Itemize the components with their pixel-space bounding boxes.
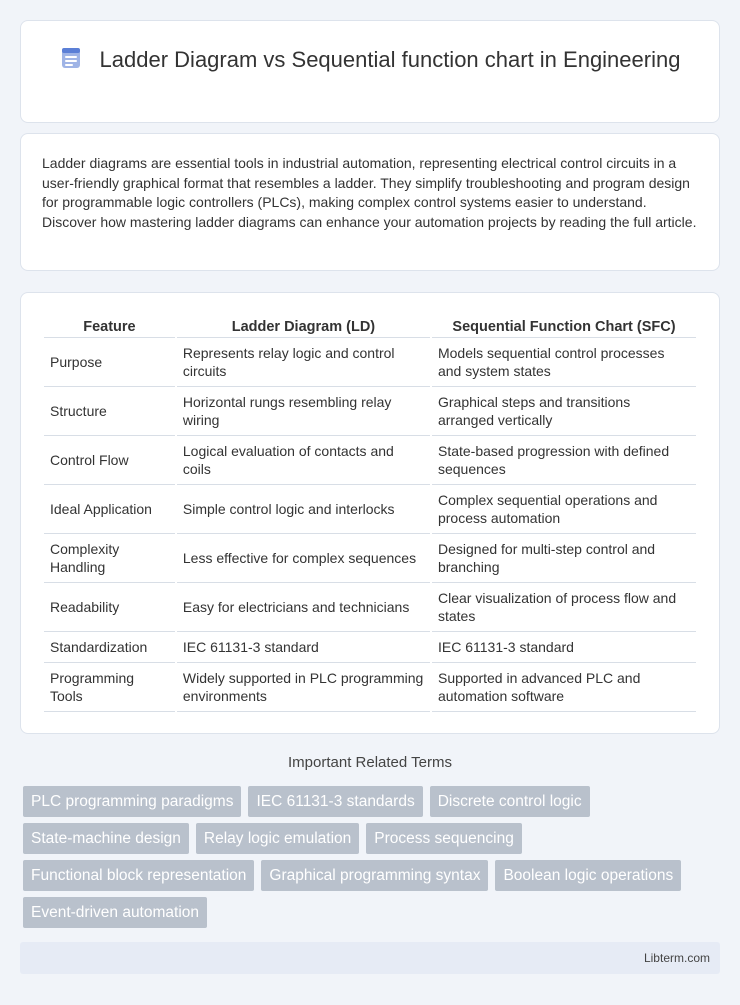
feature-cell: Structure: [44, 387, 175, 436]
feature-cell: Purpose: [44, 338, 175, 387]
related-tag[interactable]: Boolean logic operations: [495, 860, 681, 891]
sfc-cell: Supported in advanced PLC and automation software: [432, 663, 696, 712]
feature-cell: Ideal Application: [44, 485, 175, 534]
sfc-cell: Graphical steps and transitions arranged vertically: [432, 387, 696, 436]
document-icon: [60, 47, 82, 69]
ld-cell: Horizontal rungs resembling relay wiring: [177, 387, 430, 436]
sfc-cell: Models sequential control processes and system states: [432, 338, 696, 387]
table-row: [44, 485, 696, 534]
header-feature: Feature: [44, 314, 175, 338]
table-row: [44, 663, 696, 712]
feature-cell: Control Flow: [44, 436, 175, 485]
related-tag[interactable]: Graphical programming syntax: [261, 860, 488, 891]
related-tag[interactable]: Event-driven automation: [23, 897, 207, 928]
ld-cell: Widely supported in PLC programming environments: [177, 663, 430, 712]
ld-cell: Simple control logic and interlocks: [177, 485, 430, 534]
sfc-cell: Designed for multi-step control and branching: [432, 534, 696, 583]
feature-cell: Readability: [44, 583, 175, 632]
table-row: [44, 632, 696, 663]
table-row: [44, 583, 696, 632]
related-tag[interactable]: State-machine design: [23, 823, 189, 854]
related-terms-heading: Important Related Terms: [288, 754, 452, 771]
table-row: [44, 534, 696, 583]
footer-site-link[interactable]: Libterm.com: [643, 951, 710, 965]
header-ladder-diagram: Ladder Diagram (LD): [177, 314, 430, 338]
comparison-table-card: [20, 292, 720, 734]
intro-paragraph: Ladder diagrams are essential tools in industrial automation, representing electrical control circuits in a user-friendly graphical format that resembles a ladder. They simplify troubleshooting and program design for programmable logic controllers (PLCs), making complex control systems easier to understand. Discover how mastering ladder diagrams can enhance your automation projects by reading the full article.: [42, 155, 697, 230]
ld-cell: Less effective for complex sequences: [177, 534, 430, 583]
related-tag[interactable]: IEC 61131-3 standards: [248, 786, 422, 817]
feature-cell: Standardization: [44, 632, 175, 663]
sfc-cell: Clear visualization of process flow and states: [432, 583, 696, 632]
intro-card: [20, 133, 720, 271]
ld-cell: Represents relay logic and control circuits: [177, 338, 430, 387]
table-row: [44, 436, 696, 485]
comparison-table: [42, 314, 698, 712]
table-row: [44, 338, 696, 387]
table-row: [44, 387, 696, 436]
sfc-cell: State-based progression with defined sequences: [432, 436, 696, 485]
footer: [20, 942, 720, 974]
related-tag[interactable]: Process sequencing: [366, 823, 522, 854]
sfc-cell: Complex sequential operations and process automation: [432, 485, 696, 534]
ld-cell: Easy for electricians and technicians: [177, 583, 430, 632]
ld-cell: Logical evaluation of contacts and coils: [177, 436, 430, 485]
feature-cell: Programming Tools: [44, 663, 175, 712]
sfc-cell: IEC 61131-3 standard: [432, 632, 696, 663]
related-tag[interactable]: Discrete control logic: [430, 786, 590, 817]
page-title: Ladder Diagram vs Sequential function chart in Engineering: [21, 45, 719, 74]
title-card: [20, 20, 720, 123]
related-tag[interactable]: Functional block representation: [23, 860, 254, 891]
related-terms: [23, 786, 723, 934]
feature-cell: Complexity Handling: [44, 534, 175, 583]
header-sfc: Sequential Function Chart (SFC): [432, 314, 696, 338]
related-tag[interactable]: PLC programming paradigms: [23, 786, 241, 817]
ld-cell: IEC 61131-3 standard: [177, 632, 430, 663]
related-tag[interactable]: Relay logic emulation: [196, 823, 359, 854]
